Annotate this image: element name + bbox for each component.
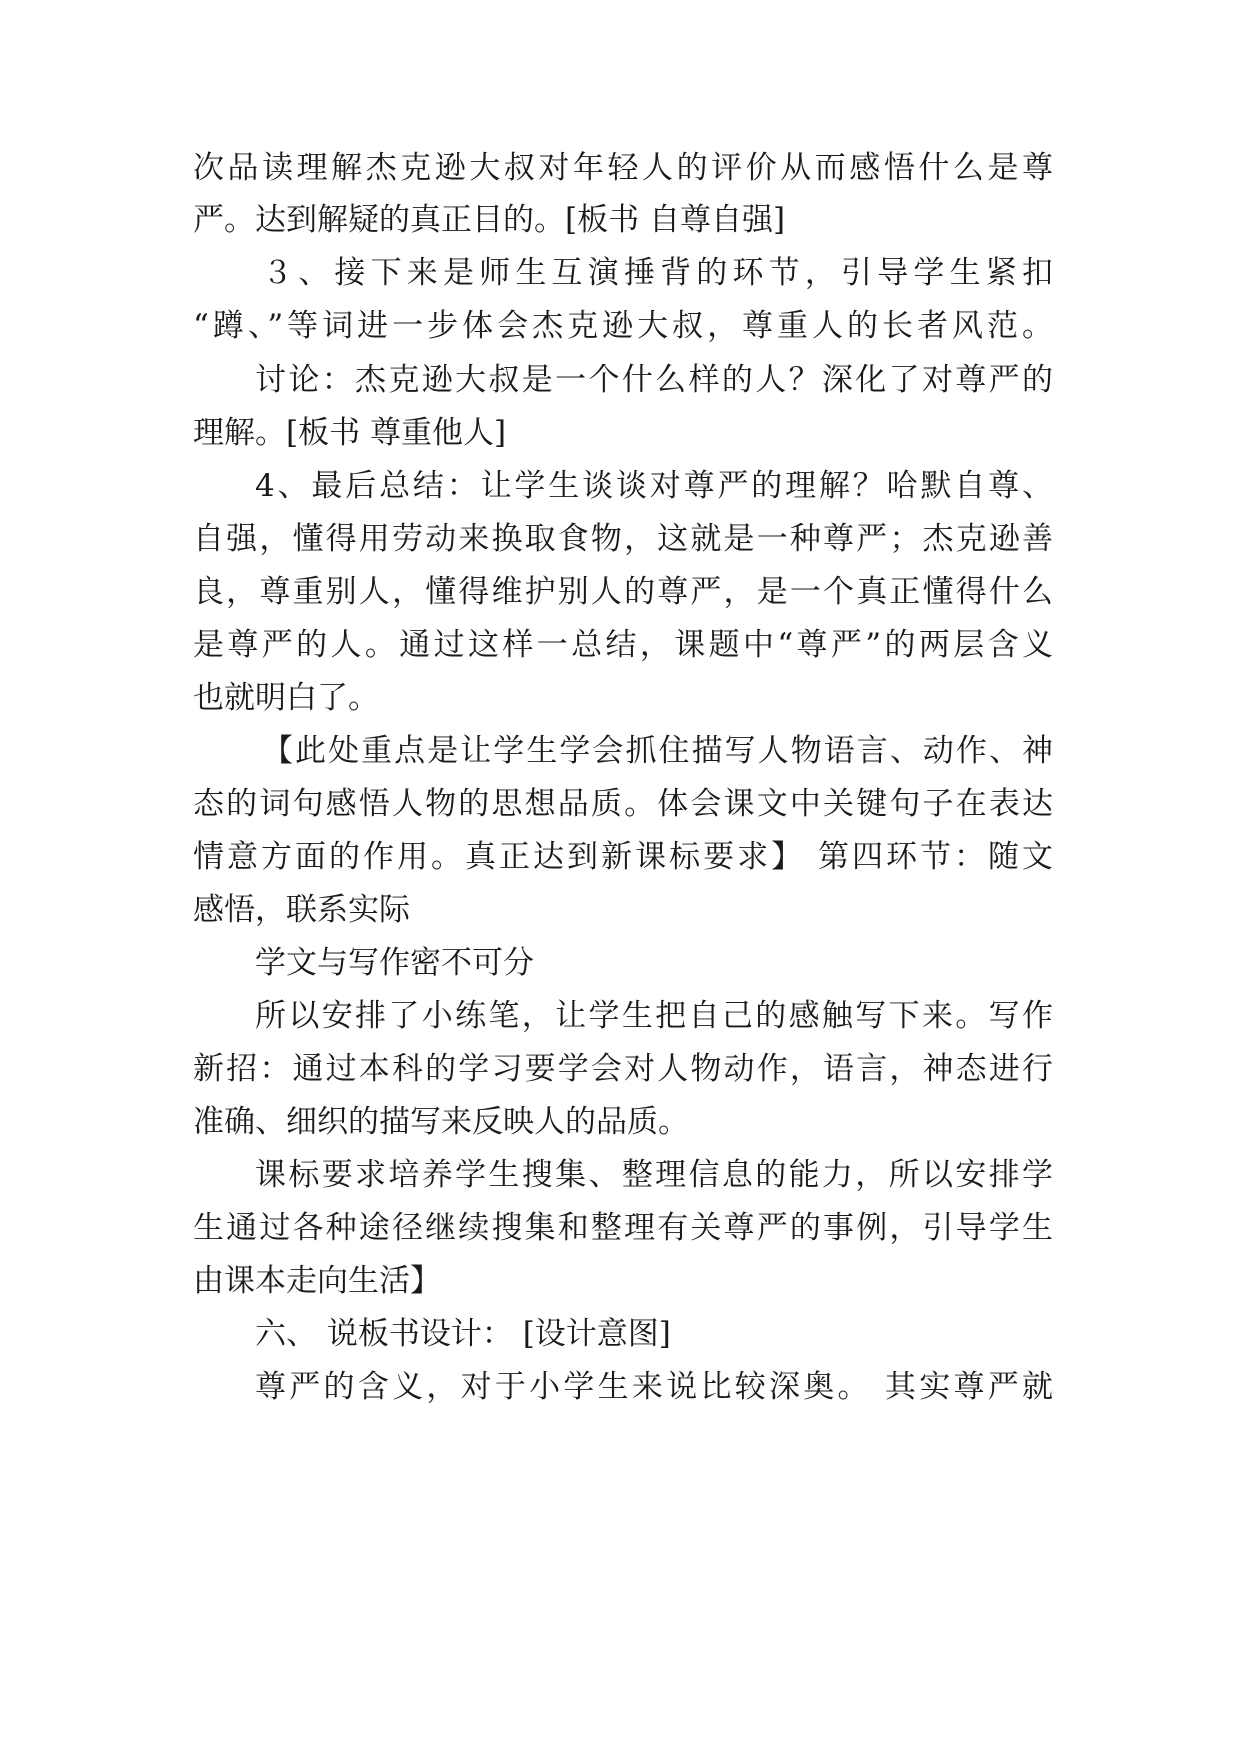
text-line: 也就明白了。 [193, 680, 379, 716]
text-line: ３、接下来是师生互演捶背的环节，引导学生紧扣 [262, 255, 1053, 291]
text-line: 理解。[板书 尊重他人] [193, 415, 507, 451]
text-line: 严。达到解疑的真正目的。[板书 自尊自强] [193, 202, 786, 238]
text-line: 是尊严的人。通过这样一总结，课题中“尊严”的两层含义 [193, 627, 1053, 663]
text-line: 准确、细织的描写来反映人的品质。 [193, 1104, 689, 1140]
text-line: 自强，懂得用劳动来换取食物，这就是一种尊严；杰克逊善 [193, 521, 1053, 557]
text-line: 4、最后总结：让学生谈谈对尊严的理解？哈默自尊、 [255, 468, 1053, 504]
text-line: 所以安排了小练笔，让学生把自己的感触写下来。写作 [255, 998, 1053, 1034]
text-line: “蹲、”等词进一步体会杰克逊大叔，尊重人的长者风范。 [193, 308, 1053, 344]
text-line: 态的词句感悟人物的思想品质。体会课文中关键句子在表达 [193, 786, 1053, 822]
text-line: 新招：通过本科的学习要学会对人物动作，语言，神态进行 [193, 1051, 1053, 1087]
text-line: 感悟，联系实际 [193, 892, 410, 928]
text-line: 情意方面的作用。真正达到新课标要求】 第四环节：随文 [193, 839, 1053, 875]
text-line: 课标要求培养学生搜集、整理信息的能力，所以安排学 [255, 1157, 1053, 1193]
text-line: 尊严的含义，对于小学生来说比较深奥。 其实尊严就 [255, 1369, 1053, 1405]
text-line: 讨论：杰克逊大叔是一个什么样的人？深化了对尊严的 [255, 362, 1053, 398]
text-line: 生通过各种途径继续搜集和整理有关尊严的事例，引导学生 [193, 1210, 1053, 1246]
text-line: 良，尊重别人，懂得维护别人的尊严，是一个真正懂得什么 [193, 574, 1053, 610]
text-line: 由课本走向生活】 [193, 1263, 441, 1299]
text-line: 次品读理解杰克逊大叔对年轻人的评价从而感悟什么是尊 [193, 150, 1053, 186]
text-line: 学文与写作密不可分 [255, 945, 534, 981]
section-heading: 六、 说板书设计： [设计意图] [255, 1316, 671, 1352]
text-line: 【此处重点是让学生学会抓住描写人物语言、动作、神 [262, 733, 1053, 769]
